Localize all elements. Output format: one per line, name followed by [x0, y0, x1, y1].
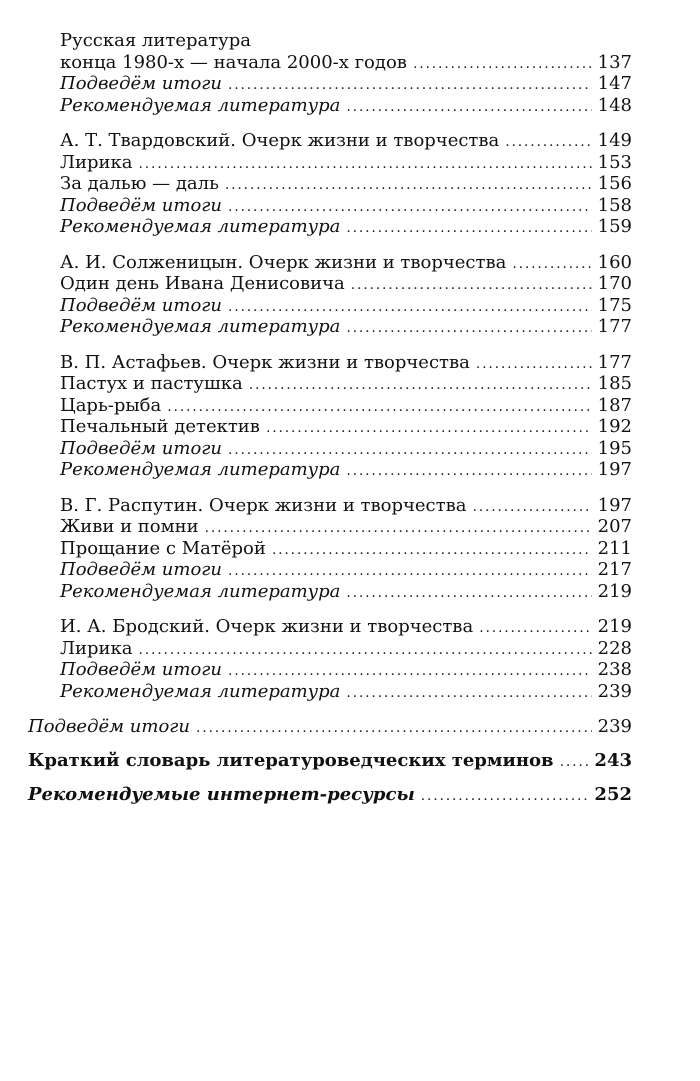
dot-leader	[228, 440, 592, 462]
dot-leader	[476, 354, 592, 376]
toc-entry	[28, 581, 632, 603]
toc-entry-title: Подведём итоги	[60, 437, 222, 459]
toc-page-number: 158	[597, 194, 632, 216]
toc-entry	[28, 373, 632, 395]
toc-entry	[28, 516, 632, 538]
toc-entry-title: Подведём итоги	[60, 194, 222, 216]
toc-section	[28, 130, 632, 238]
toc-page-number: 197	[597, 459, 632, 480]
dot-leader	[228, 561, 592, 583]
dot-leader	[479, 618, 592, 640]
toc-entry	[28, 252, 632, 274]
toc-page-number: 175	[597, 294, 632, 316]
dot-leader	[505, 132, 592, 154]
toc-entry-title: Рекомендуемая литература	[60, 316, 341, 337]
toc-page-number: 148	[597, 94, 632, 116]
toc-entry-title: В. П. Астафьев. Очерк жизни и творчества	[60, 351, 470, 373]
table-of-contents	[28, 30, 632, 818]
dot-leader	[346, 683, 592, 705]
toc-page-number: 217	[597, 559, 632, 580]
toc-entry	[28, 152, 632, 174]
dot-leader	[560, 751, 591, 773]
toc-page-number: 211	[597, 537, 632, 559]
toc-page-number: 147	[597, 73, 632, 94]
toc-entry-title: Рекомендуемая литература	[60, 680, 341, 702]
dot-leader	[346, 583, 592, 605]
toc-entry-title: За далью — даль	[60, 173, 219, 194]
toc-entry	[28, 130, 632, 152]
dot-leader	[249, 375, 592, 397]
toc-entry-title: В. Г. Распутин. Очерк жизни и творчества	[60, 494, 467, 516]
toc-entry	[28, 681, 632, 703]
toc-entry-title: Лирика	[60, 637, 133, 659]
toc-page-number: 197	[597, 494, 632, 516]
toc-entry	[28, 316, 632, 338]
toc-entry-title: Рекомендуемая литература	[60, 94, 341, 116]
toc-entry	[28, 273, 632, 295]
toc-top-level-item	[28, 784, 632, 806]
toc-section	[28, 352, 632, 481]
toc-entry-title: конца 1980-х — начала 2000-х годов	[60, 51, 407, 73]
dot-leader	[512, 254, 592, 276]
toc-page-number: 149	[597, 130, 632, 151]
toc-page-number: 219	[597, 616, 632, 637]
toc-page-number: 252	[594, 784, 632, 805]
toc-page-number: 238	[597, 659, 632, 680]
dot-leader	[472, 497, 592, 519]
dot-leader	[272, 540, 592, 562]
toc-entry	[28, 784, 632, 806]
toc-entry	[28, 216, 632, 238]
toc-entry-title: Подведём итоги	[60, 659, 222, 680]
toc-entry-title: А. Т. Твардовский. Очерк жизни и творчества	[60, 130, 500, 151]
toc-entry	[28, 659, 632, 681]
toc-entry	[28, 30, 632, 52]
toc-entry-title: Лирика	[60, 151, 133, 173]
toc-entry	[28, 495, 632, 517]
toc-entry-title: Пастух и пастушка	[60, 373, 243, 394]
toc-entry	[28, 95, 632, 117]
dot-leader	[139, 154, 592, 176]
toc-page-number: 153	[597, 151, 632, 173]
toc-entry	[28, 616, 632, 638]
toc-top-level-item	[28, 716, 632, 738]
dot-leader	[225, 175, 592, 197]
toc-section	[28, 495, 632, 603]
toc-entry-title: Подведём итоги	[28, 716, 190, 737]
toc-entry	[28, 638, 632, 660]
toc-page-number: 160	[597, 251, 632, 273]
toc-entry-title: Печальный детектив	[60, 416, 260, 437]
toc-entry-title: Прощание с Матёрой	[60, 537, 266, 559]
toc-section	[28, 252, 632, 338]
toc-entry-title: Краткий словарь литературоведческих терминов	[28, 750, 554, 771]
toc-entry-title: Рекомендуемые интернет-ресурсы	[28, 784, 415, 805]
toc-page-number: 239	[597, 680, 632, 702]
toc-entry-title: А. И. Солженицын. Очерк жизни и творчества	[60, 251, 507, 273]
dot-leader	[346, 461, 592, 483]
toc-entry	[28, 395, 632, 417]
toc-page-number: 243	[594, 750, 632, 771]
dot-leader	[139, 640, 592, 662]
toc-entry	[28, 173, 632, 195]
dot-leader	[346, 318, 592, 340]
dot-leader	[346, 218, 592, 240]
toc-entry-title: Подведём итоги	[60, 73, 222, 94]
toc-entry	[28, 750, 632, 772]
toc-entry-title: Царь-рыба	[60, 394, 162, 416]
toc-entry-title: Подведём итоги	[60, 294, 222, 316]
toc-page-number: 137	[597, 51, 632, 73]
toc-top-level-item	[28, 750, 632, 772]
toc-page-number: 192	[597, 416, 632, 437]
toc-page-number: 207	[597, 516, 632, 537]
toc-entry	[28, 352, 632, 374]
toc-entry-title: И. А. Бродский. Очерк жизни и творчества	[60, 616, 474, 637]
toc-entry	[28, 438, 632, 460]
dot-leader	[266, 418, 592, 440]
toc-page-number: 177	[597, 351, 632, 373]
dot-leader	[421, 785, 591, 807]
toc-entry-title: Подведём итоги	[60, 559, 222, 580]
dot-leader	[346, 97, 592, 119]
toc-page-number: 239	[597, 716, 632, 737]
toc-page-number: 187	[597, 394, 632, 416]
toc-entry	[28, 73, 632, 95]
dot-leader	[228, 661, 592, 683]
dot-leader	[228, 75, 592, 97]
toc-entry	[28, 538, 632, 560]
dot-leader	[228, 297, 592, 319]
toc-section	[28, 30, 632, 116]
toc-page-number: 156	[597, 173, 632, 194]
toc-entry	[28, 459, 632, 481]
toc-entry	[28, 52, 632, 74]
toc-section	[28, 616, 632, 702]
toc-entry	[28, 716, 632, 738]
toc-entry	[28, 559, 632, 581]
toc-entry-title: Один день Ивана Денисовича	[60, 273, 345, 294]
dot-leader	[196, 717, 592, 739]
toc-entry-title: Рекомендуемая литература	[60, 459, 341, 480]
toc-entry	[28, 195, 632, 217]
toc-entry	[28, 295, 632, 317]
toc-page-number: 185	[597, 373, 632, 394]
dot-leader	[413, 54, 592, 76]
dot-leader	[351, 275, 592, 297]
toc-entry-title: Русская литература	[60, 30, 252, 51]
toc-entry-title: Рекомендуемая литература	[60, 580, 341, 602]
dot-leader	[205, 518, 592, 540]
toc-page-number: 228	[597, 637, 632, 659]
dot-leader	[167, 397, 592, 419]
toc-entry-title: Рекомендуемая литература	[60, 216, 341, 237]
toc-page-number: 159	[597, 216, 632, 237]
toc-page-number: 177	[597, 316, 632, 337]
dot-leader	[228, 197, 592, 219]
toc-page-number: 195	[597, 437, 632, 459]
toc-entry	[28, 416, 632, 438]
toc-page-number: 219	[597, 580, 632, 602]
toc-page-number: 170	[597, 273, 632, 294]
toc-entry-title: Живи и помни	[60, 516, 199, 537]
